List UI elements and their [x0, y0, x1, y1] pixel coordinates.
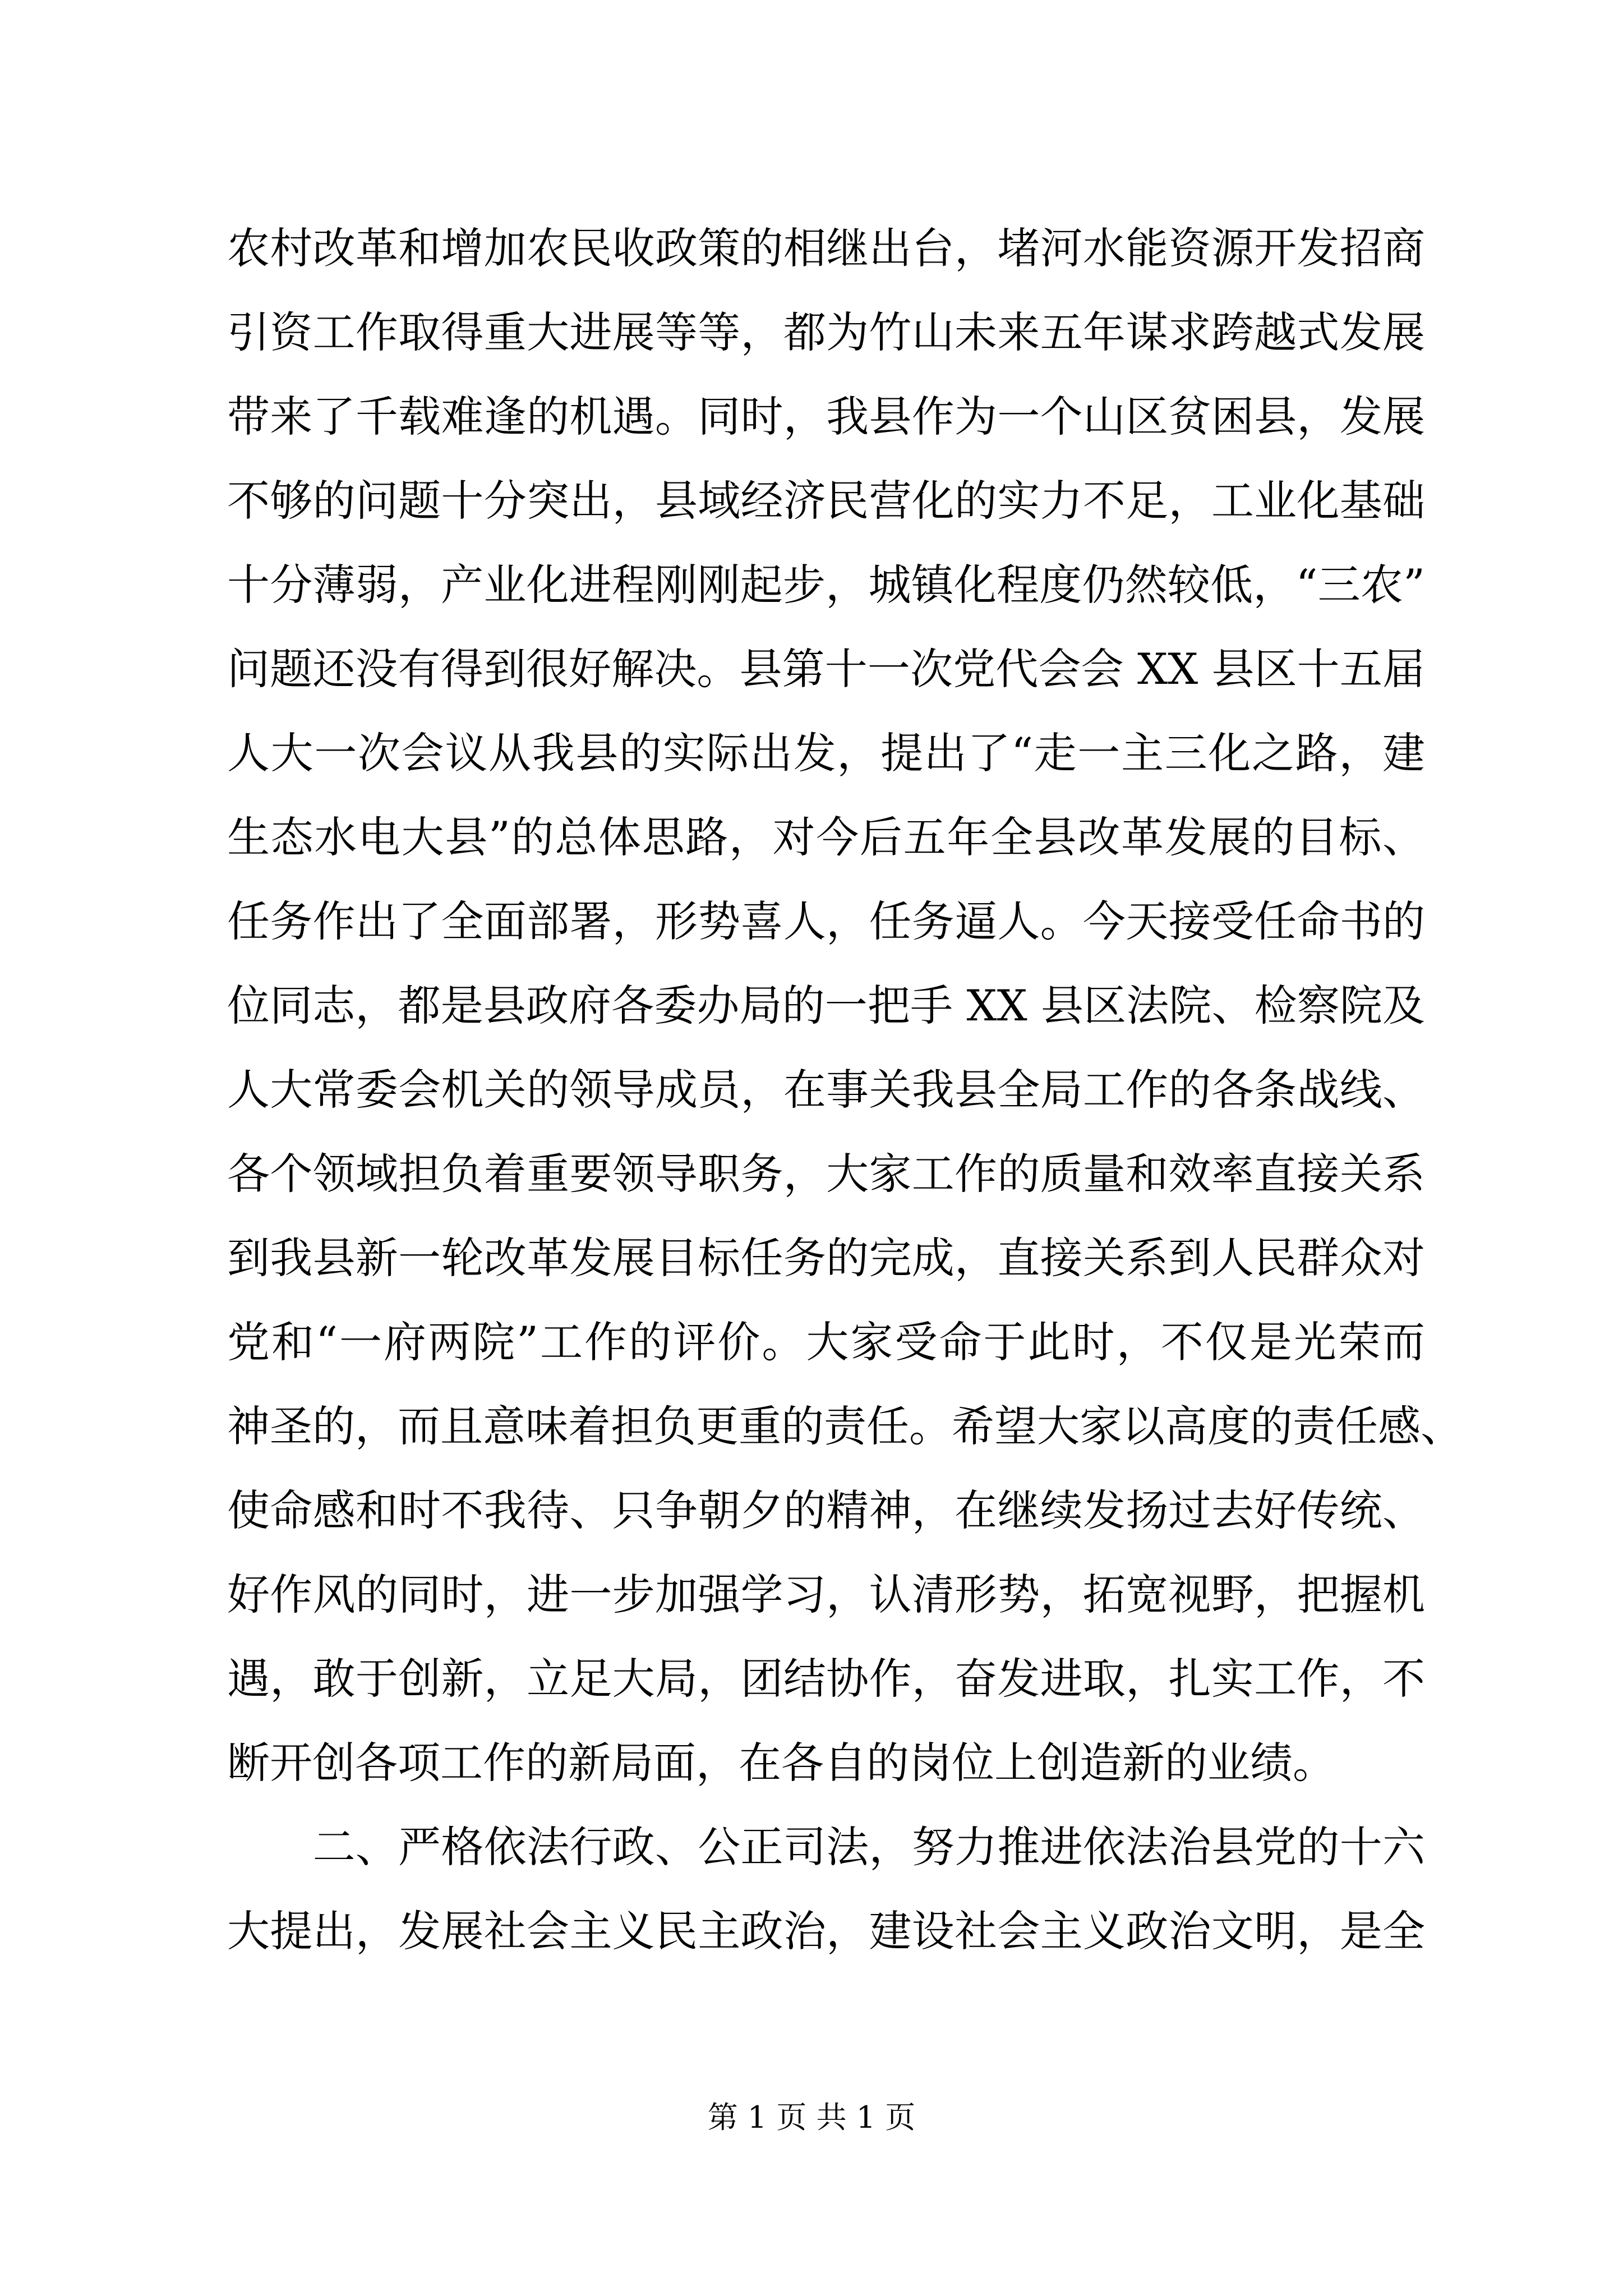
text-line: 使命感和时不我待、只争朝夕的精神，在继续发扬过去好传统、	[227, 1485, 1425, 1535]
text-line: 断开创各项工作的新局面，在各自的岗位上创造新的业绩。	[227, 1738, 1335, 1788]
text-line: 不够的问题十分突出，县域经济民营化的实力不足，工业化基础	[227, 476, 1425, 526]
text-line: 任务作出了全面部署，形势喜人，任务逼人。今天接受任命书的	[227, 896, 1425, 946]
body-text	[227, 206, 1463, 1973]
text-line: 带来了千载难逢的机遇。同时，我县作为一个山区贫困县，发展	[227, 392, 1425, 441]
text-line: 神圣的，而且意味着担负更重的责任。希望大家以高度的责任感、	[227, 1401, 1463, 1451]
text-line: 农村改革和增加农民收政策的相继出台，堵河水能资源开发招商	[227, 223, 1425, 273]
text-line: 二、严格依法行政、公正司法，努力推进依法治县党的十六	[227, 1822, 1425, 1872]
text-line: 大提出，发展社会主义民主政治，建设社会主义政治文明，是全	[227, 1906, 1425, 1956]
text-line: 生态水电大县”的总体思路，对今后五年全县改革发展的目标、	[227, 812, 1425, 862]
text-line: 党和“一府两院”工作的评价。大家受命于此时，不仅是光荣而	[227, 1317, 1425, 1367]
text-line: 引资工作取得重大进展等等，都为竹山未来五年谋求跨越式发展	[227, 307, 1425, 357]
text-line: 到我县新一轮改革发展目标任务的完成，直接关系到人民群众对	[227, 1233, 1425, 1283]
paragraph-2	[227, 1805, 1425, 1973]
paragraph-1	[227, 206, 1463, 1805]
text-line: 位同志，都是县政府各委办局的一把手 XX 县区法院、检察院及	[227, 981, 1425, 1030]
text-line: 人大常委会机关的领导成员，在事关我县全局工作的各条战线、	[227, 1065, 1425, 1115]
text-line: 问题还没有得到很好解决。县第十一次党代会会 XX 县区十五届	[227, 644, 1425, 694]
text-line: 各个领域担负着重要领导职务，大家工作的质量和效率直接关系	[227, 1149, 1425, 1199]
text-line: 好作风的同时，进一步加强学习，认清形势，拓宽视野，把握机	[227, 1570, 1425, 1619]
text-line: 遇，敢于创新，立足大局，团结协作，奋发进取，扎实工作，不	[227, 1654, 1425, 1704]
text-line: 十分薄弱，产业化进程刚刚起步，城镇化程度仍然较低，“三农”	[227, 560, 1425, 610]
text-line: 人大一次会议从我县的实际出发，提出了“走一主三化之路，建	[227, 728, 1425, 778]
page-footer: 第 1 页 共 1 页	[707, 2100, 916, 2135]
